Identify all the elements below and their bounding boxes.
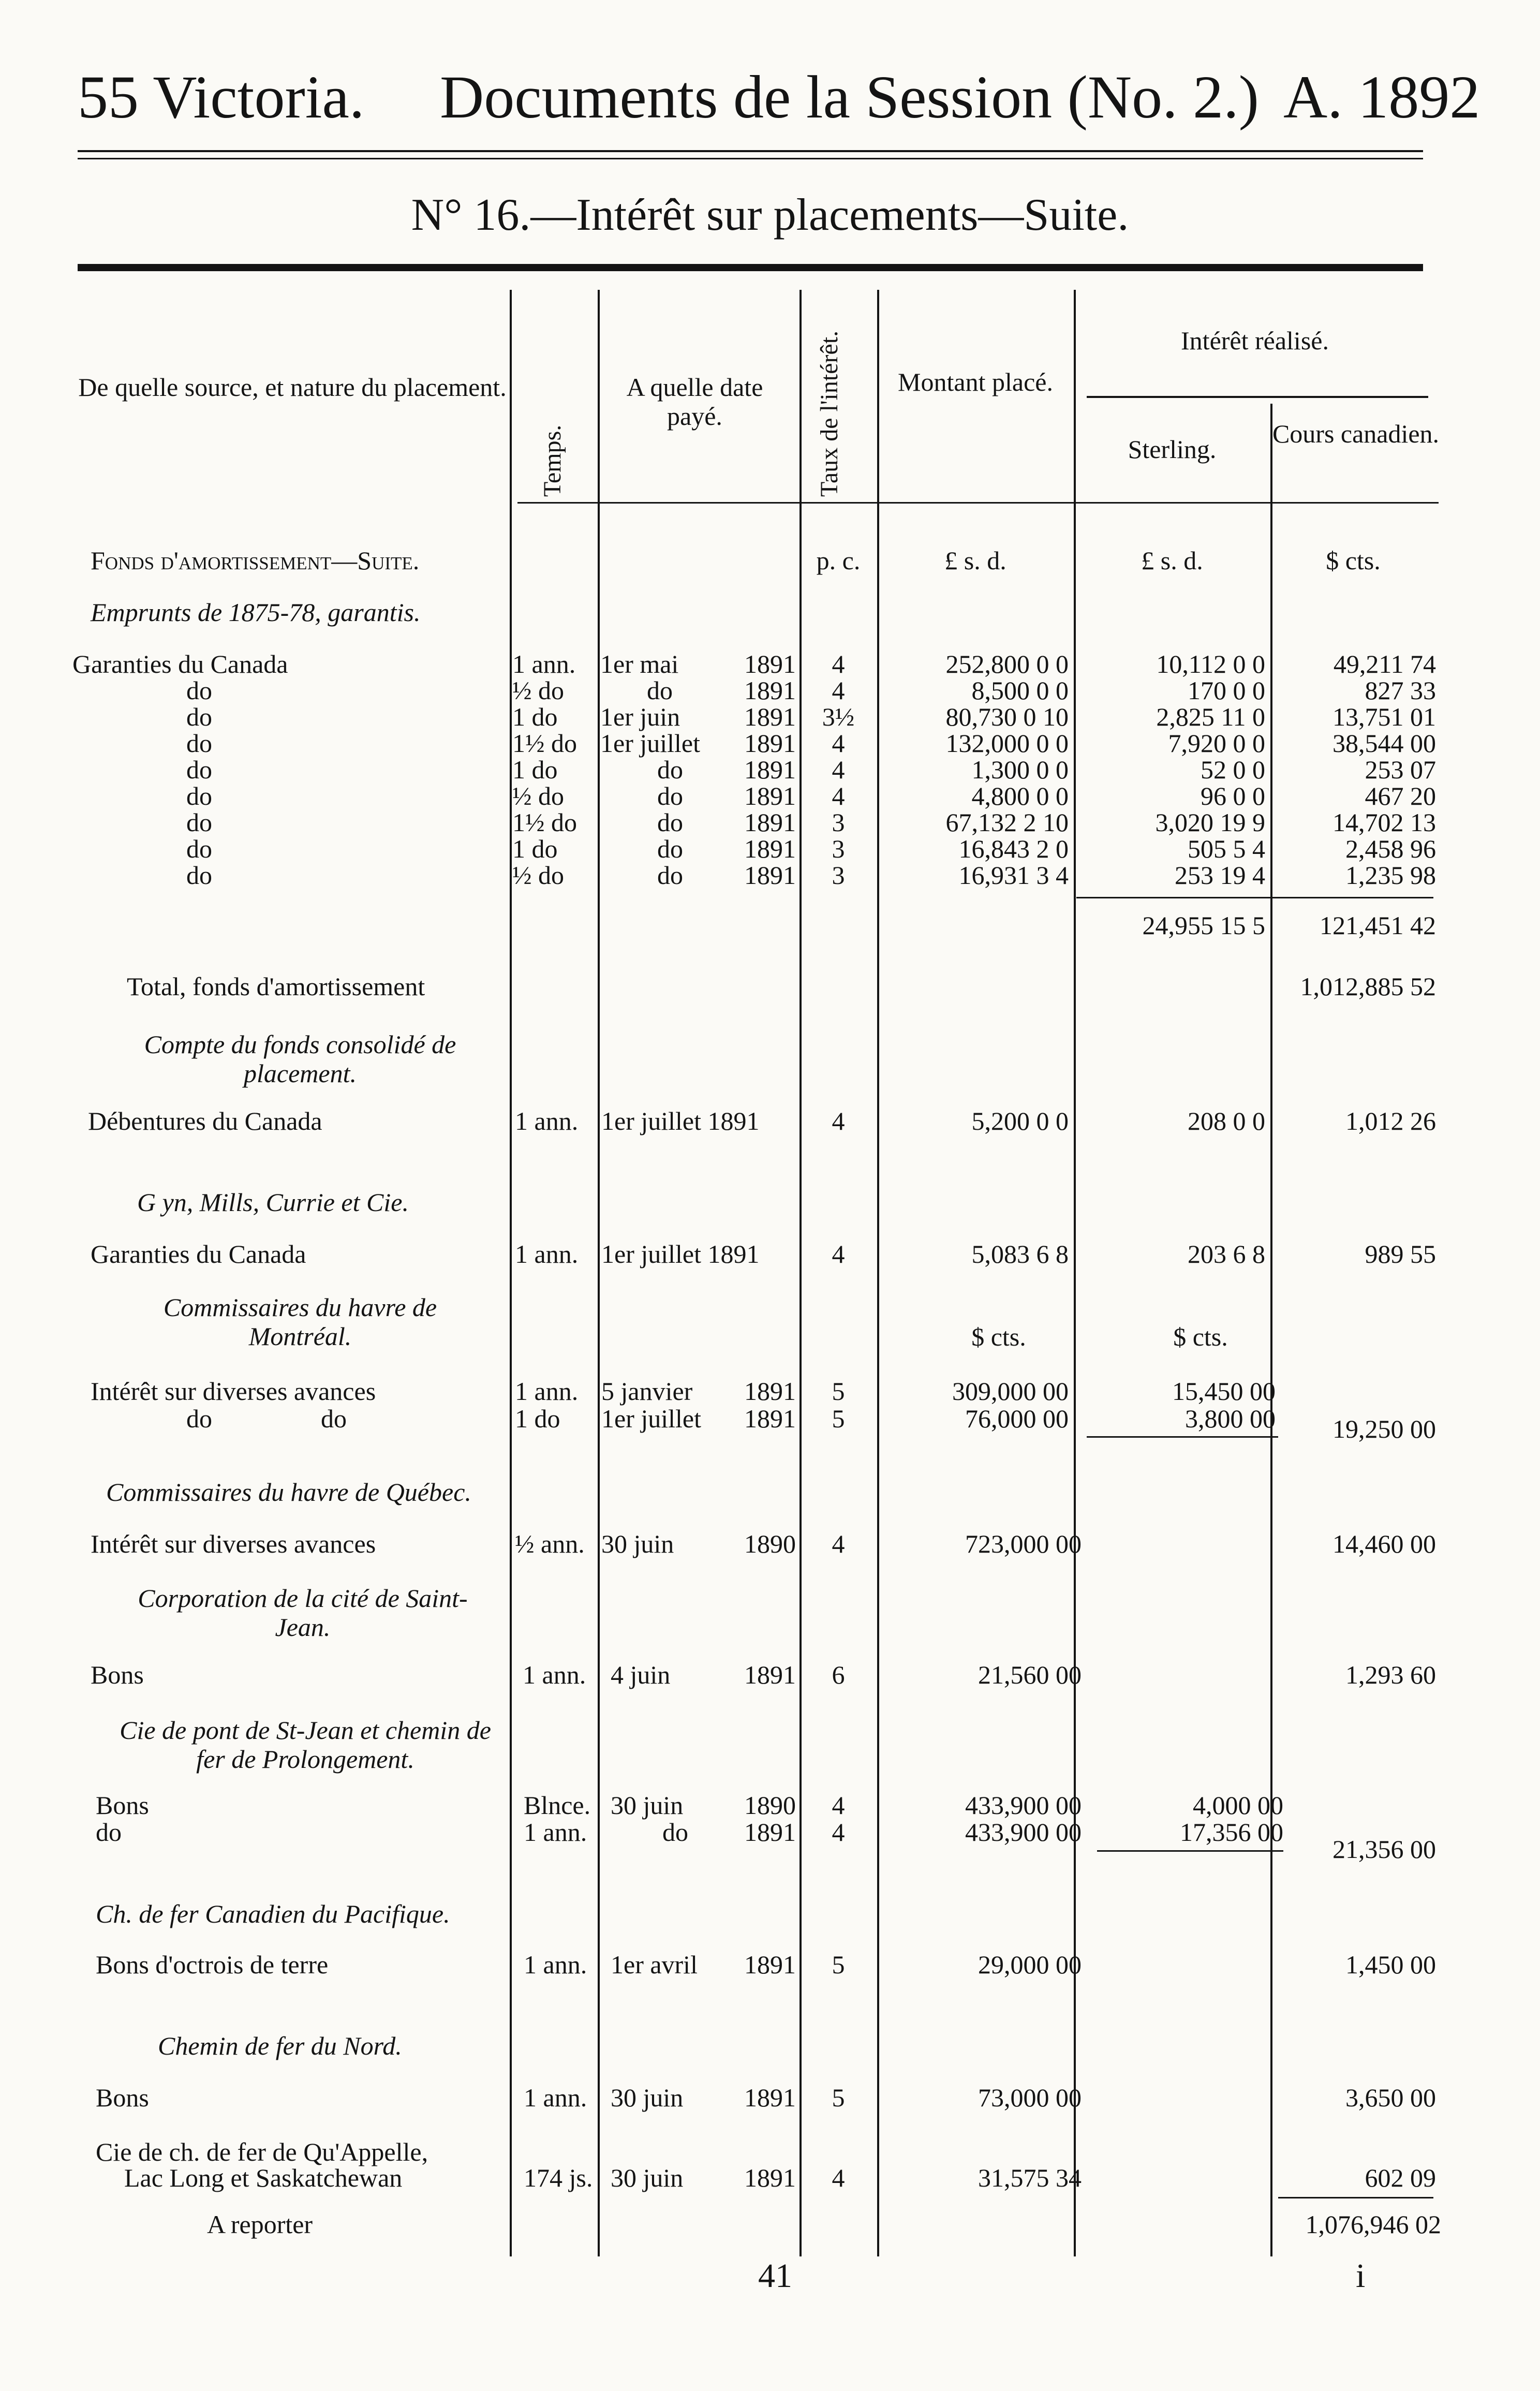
- entry-taux: 4: [832, 1106, 845, 1135]
- section-stjean: Corporation de la cité de Saint-Jean.: [138, 1584, 468, 1642]
- entry-cours: 1,450 00: [1345, 1950, 1436, 1979]
- section-nord: Chemin de fer du Nord.: [158, 2031, 402, 2060]
- unit-sterling: £ s. d.: [1141, 546, 1203, 575]
- row-taux: 3: [832, 834, 845, 863]
- rule-f: [1270, 404, 1272, 2256]
- row-date: do: [657, 808, 683, 837]
- entry-date: 30 juin: [611, 2083, 684, 2112]
- entry-sterling: 203 6 8: [1188, 1239, 1265, 1268]
- entry-montant: 309,000 00: [952, 1377, 1069, 1406]
- entry-temps: 1 ann.: [524, 1950, 587, 1979]
- entry-year: 1891: [744, 1818, 796, 1847]
- row-date: 1er mai: [600, 650, 679, 678]
- row-sterling: 505 5 4: [1188, 834, 1265, 863]
- unit-cours: $ cts.: [1326, 546, 1381, 575]
- section-fonds: Fonds d'amortissement—Suite.: [91, 546, 420, 575]
- entry-source: Intérêt sur diverses avances: [91, 1529, 376, 1558]
- row-year: 1891: [744, 861, 796, 890]
- row-source: do: [186, 702, 212, 731]
- row-temps: 1 do: [512, 702, 558, 731]
- row-temps: 1 do: [512, 755, 558, 784]
- row-year: 1891: [744, 834, 796, 863]
- row-taux: 4: [832, 755, 845, 784]
- row-taux: 3½: [822, 702, 855, 731]
- row-cours: 49,211 74: [1333, 650, 1436, 678]
- rule-b: [598, 290, 600, 2256]
- entry-date: 1er juillet 1891: [601, 1239, 760, 1268]
- entry-year: 1891: [744, 1377, 796, 1406]
- entry-taux: 5: [832, 1377, 845, 1406]
- row-date: 1er juin: [600, 702, 680, 731]
- row-taux: 4: [832, 729, 845, 758]
- row-temps: ½ do: [512, 676, 564, 705]
- row-taux: 4: [832, 650, 845, 678]
- row-cours: 827 33: [1365, 676, 1436, 705]
- unit-montant: £ s. d.: [944, 546, 1006, 575]
- section-quebec: Commissaires du havre de Québec.: [106, 1478, 471, 1507]
- row-date: do: [657, 781, 683, 810]
- row-montant: 80,730 0 10: [945, 702, 1069, 731]
- row-sterling: 52 0 0: [1201, 755, 1265, 784]
- col-taux: Taux de l'intérêt.: [816, 330, 843, 497]
- entry-source: do: [96, 1818, 122, 1847]
- entry-cours: 1,012 26: [1345, 1106, 1436, 1135]
- rule-d: [877, 290, 879, 2256]
- col-source: De quelle source, et nature du placement.: [78, 373, 507, 402]
- entry-source: Garanties du Canada: [91, 1239, 306, 1268]
- entry-source: do: [186, 1404, 212, 1433]
- entry-temps: 1 ann.: [524, 1818, 587, 1847]
- entry-montant: 76,000 00: [965, 1404, 1069, 1433]
- row-montant: 16,931 3 4: [958, 861, 1069, 890]
- row-montant: 16,843 2 0: [958, 834, 1069, 863]
- pont-rule: [1097, 1850, 1283, 1852]
- row-temps: 1 ann.: [512, 650, 576, 678]
- row-sterling: 3,020 19 9: [1155, 808, 1265, 837]
- row-sterling: 253 19 4: [1175, 861, 1265, 890]
- entry-montant: 5,083 6 8: [971, 1239, 1069, 1268]
- entry-temps: 1 ann.: [523, 1660, 586, 1689]
- col-sterling: Sterling.: [1128, 435, 1217, 464]
- row-source: do: [186, 834, 212, 863]
- row-source: Garanties du Canada: [72, 650, 288, 678]
- row-year: 1891: [744, 755, 796, 784]
- entry-taux: 4: [832, 2163, 845, 2192]
- entry-year: 1891: [744, 2083, 796, 2112]
- total-fonds-label: Total, fonds d'amortissement: [127, 972, 425, 1001]
- entry-cours: 602 09: [1365, 2163, 1436, 2192]
- signature-mark: i: [1356, 2257, 1366, 2295]
- header-bottom-rule: [517, 502, 1439, 504]
- row-taux: 4: [832, 781, 845, 810]
- entry-montant: 723,000 00: [965, 1529, 1082, 1558]
- entry-temps: 174 js.: [524, 2163, 593, 2192]
- row-year: 1891: [744, 650, 796, 678]
- entry-temps: 1 ann.: [515, 1106, 579, 1135]
- entry-temps: Blnce.: [524, 1791, 591, 1820]
- entry-taux: 4: [832, 1818, 845, 1847]
- rule-a: [510, 290, 512, 2256]
- entry-date: 1er juillet 1891: [601, 1106, 760, 1135]
- reporter-value: 1,076,946 02: [1305, 2210, 1441, 2239]
- entry-sterling: 15,450 00: [1172, 1377, 1276, 1406]
- row-montant: 1,300 0 0: [971, 755, 1069, 784]
- entry-source: Cie de ch. de fer de Qu'Appelle,: [96, 2137, 428, 2166]
- entry-source-2: do: [321, 1404, 347, 1433]
- entry-montant: 29,000 00: [978, 1950, 1082, 1979]
- reporter-label: A reporter: [207, 2210, 313, 2239]
- reporter-rule: [1278, 2197, 1433, 2198]
- entry-cours: 3,650 00: [1345, 2083, 1436, 2112]
- row-sterling: 2,825 11 0: [1156, 702, 1265, 731]
- col-cours: Cours canadien.: [1272, 419, 1440, 448]
- col-montant: Montant placé.: [898, 367, 1053, 396]
- montreal-rule: [1087, 1436, 1278, 1438]
- row-montant: 8,500 0 0: [971, 676, 1069, 705]
- row-source: do: [186, 808, 212, 837]
- entry-montant: 433,900 00: [965, 1818, 1082, 1847]
- row-cours: 13,751 01: [1332, 702, 1436, 731]
- entry-taux: 4: [832, 1791, 845, 1820]
- header-rule-1: [78, 150, 1423, 152]
- entry-cours: 1,293 60: [1345, 1660, 1436, 1689]
- subtotal-sterling: 24,955 15 5: [1142, 911, 1265, 940]
- page-number: 41: [758, 2257, 792, 2295]
- entry-sterling: 208 0 0: [1188, 1106, 1265, 1135]
- row-source: do: [186, 755, 212, 784]
- entry-year: 1891: [744, 1660, 796, 1689]
- row-sterling: 10,112 0 0: [1156, 650, 1265, 678]
- entry-source: Bons d'octrois de terre: [96, 1950, 329, 1979]
- row-cours: 253 07: [1365, 755, 1436, 784]
- row-temps: ½ do: [512, 861, 564, 890]
- entry-date: 1er juillet: [601, 1404, 701, 1433]
- unit-montreal-montant: $ cts.: [971, 1322, 1026, 1351]
- section-emprunts: Emprunts de 1875-78, garantis.: [91, 598, 421, 627]
- subtotal-cours: 121,451 42: [1320, 911, 1436, 940]
- row-year: 1891: [744, 781, 796, 810]
- entry-date: 30 juin: [601, 1529, 674, 1558]
- row-temps: 1 do: [512, 834, 558, 863]
- entry-sterling: 4,000 00: [1193, 1791, 1283, 1820]
- row-temps: ½ do: [512, 781, 564, 810]
- entry-montant: 5,200 0 0: [971, 1106, 1069, 1135]
- col-interet: Intérêt réalisé.: [1181, 326, 1329, 355]
- entry-date: 30 juin: [611, 1791, 684, 1820]
- entry-date: do: [662, 1818, 688, 1847]
- entry-date: 1er avril: [611, 1950, 698, 1979]
- header-rule-2: [78, 158, 1423, 159]
- entry-montant: 31,575 34: [978, 2163, 1082, 2192]
- entry-temps: 1 ann.: [524, 2083, 587, 2112]
- entry-year: 1891: [744, 1404, 796, 1433]
- row-cours: 2,458 96: [1345, 834, 1436, 863]
- entry-temps: ½ ann.: [515, 1529, 585, 1558]
- entry-sterling: 3,800 00: [1185, 1404, 1276, 1433]
- section-pacifique: Ch. de fer Canadien du Pacifique.: [96, 1899, 450, 1928]
- entry-temps: 1 ann.: [515, 1239, 579, 1268]
- row-year: 1891: [744, 729, 796, 758]
- entry-taux: 5: [832, 2083, 845, 2112]
- row-sterling: 96 0 0: [1201, 781, 1265, 810]
- entry-taux: 6: [832, 1660, 845, 1689]
- header-center: Documents de la Session (No. 2.): [440, 63, 1259, 131]
- row-cours: 14,702 13: [1332, 808, 1436, 837]
- page-title: N° 16.—Intérêt sur placements—Suite.: [411, 190, 1129, 240]
- entry-cours: 14,460 00: [1332, 1529, 1436, 1558]
- entry-taux: 4: [832, 1239, 845, 1268]
- row-cours: 1,235 98: [1345, 861, 1436, 890]
- row-date: 1er juillet: [600, 729, 700, 758]
- row-date: do: [657, 755, 683, 784]
- row-source: do: [186, 861, 212, 890]
- row-taux: 4: [832, 676, 845, 705]
- section-compte: Compte du fonds consolidé de placement.: [144, 1030, 456, 1088]
- unit-taux: p. c.: [816, 546, 861, 575]
- row-date: do: [657, 861, 683, 890]
- entry-taux: 5: [832, 1404, 845, 1433]
- row-cours: 38,544 00: [1332, 729, 1436, 758]
- entry-montant: 73,000 00: [978, 2083, 1082, 2112]
- title-rule: [78, 264, 1423, 271]
- row-year: 1891: [744, 676, 796, 705]
- entry-taux: 5: [832, 1950, 845, 1979]
- row-cours: 467 20: [1365, 781, 1436, 810]
- row-taux: 3: [832, 808, 845, 837]
- total-fonds-value: 1,012,885 52: [1300, 972, 1436, 1001]
- entry-montant: 21,560 00: [978, 1660, 1082, 1689]
- header-right: A. 1892: [1283, 63, 1480, 131]
- col-temps: Temps.: [539, 424, 566, 497]
- row-year: 1891: [744, 808, 796, 837]
- entry-date: 30 juin: [611, 2163, 684, 2192]
- entry-source: Débentures du Canada: [88, 1106, 322, 1135]
- row-montant: 132,000 0 0: [945, 729, 1069, 758]
- entry-year: 1890: [744, 1791, 796, 1820]
- entry-year: 1890: [744, 1529, 796, 1558]
- entry-date: 5 janvier: [601, 1377, 693, 1406]
- row-montant: 4,800 0 0: [971, 781, 1069, 810]
- interet-rule: [1087, 396, 1428, 398]
- row-temps: 1½ do: [512, 729, 577, 758]
- entry-year: 1891: [744, 1950, 796, 1979]
- row-taux: 3: [832, 861, 845, 890]
- row-montant: 252,800 0 0: [945, 650, 1069, 678]
- entry-source: Bons: [96, 1791, 149, 1820]
- row-source: do: [186, 781, 212, 810]
- row-source: do: [186, 676, 212, 705]
- entry-source: Intérêt sur diverses avances: [91, 1377, 376, 1406]
- col-date: A quelle date payé.: [626, 373, 763, 431]
- row-date: do: [647, 676, 673, 705]
- entry-date: 4 juin: [611, 1660, 671, 1689]
- row-sterling: 170 0 0: [1188, 676, 1265, 705]
- subtotal-rule: [1076, 897, 1433, 898]
- entry-year: 1891: [744, 2163, 796, 2192]
- section-glyn: G yn, Mills, Currie et Cie.: [137, 1188, 409, 1217]
- pont-total: 21,356 00: [1332, 1835, 1436, 1864]
- section-montreal: Commissaires du havre de Montréal.: [163, 1293, 437, 1351]
- entry-taux: 4: [832, 1529, 845, 1558]
- entry-temps: 1 ann.: [515, 1377, 579, 1406]
- entry-cours: 989 55: [1365, 1239, 1436, 1268]
- entry-temps: 1 do: [515, 1404, 560, 1433]
- entry-montant: 433,900 00: [965, 1791, 1082, 1820]
- row-montant: 67,132 2 10: [945, 808, 1069, 837]
- entry-source: Bons: [91, 1660, 144, 1689]
- row-temps: 1½ do: [512, 808, 577, 837]
- section-pont: Cie de pont de St-Jean et chemin de fer de Prolongement.: [120, 1716, 491, 1774]
- entry-source-2: Lac Long et Saskatchewan: [124, 2163, 403, 2192]
- row-year: 1891: [744, 702, 796, 731]
- montreal-total: 19,250 00: [1332, 1414, 1436, 1443]
- entry-source: Bons: [96, 2083, 149, 2112]
- row-date: do: [657, 834, 683, 863]
- header-left: 55 Victoria.: [78, 63, 365, 131]
- row-source: do: [186, 729, 212, 758]
- unit-montreal-sterling: $ cts.: [1173, 1322, 1228, 1351]
- row-sterling: 7,920 0 0: [1168, 729, 1265, 758]
- entry-sterling: 17,356 00: [1180, 1818, 1283, 1847]
